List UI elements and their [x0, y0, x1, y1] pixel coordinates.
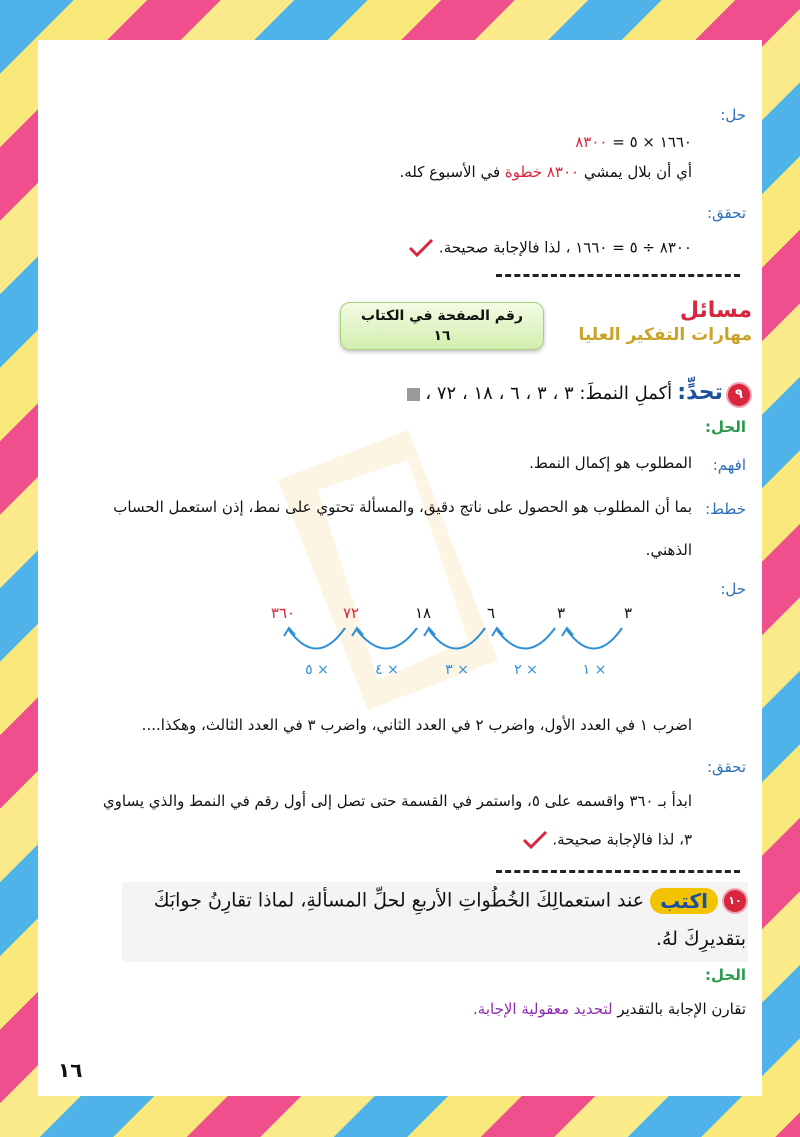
plan-text-1: بما أن المطلوب هو الحصول على ناتج دقيق، والمسألة تحتوي على نمط، إذن استعمل الحساب [113, 498, 692, 516]
missing-term-box [407, 388, 420, 401]
question-10-prompt-2: بتقديرِكَ لهُ. [655, 928, 746, 950]
pattern-diagram [218, 600, 638, 680]
pattern-arc [567, 628, 622, 649]
pattern-multiplier: × ٥ [305, 662, 329, 678]
question-9 [407, 380, 750, 406]
checkmark-icon [522, 830, 548, 850]
pattern-number: ٣ [623, 604, 633, 622]
pattern-multiplier: × ٣ [445, 662, 469, 678]
solve-label-1: حل: [720, 106, 746, 124]
pattern-number: ٣٦٠ [270, 604, 296, 622]
verify-line-1 [408, 238, 692, 258]
pattern-multiplier: × ٤ [375, 662, 399, 678]
book-page-label: رقم الصفحة في الكتاب [361, 308, 523, 324]
equation-result: ٨٣٠٠ [575, 133, 608, 151]
question-prompt: أكملِ النمطَ: ٣ ، ٣ ، ٦ ، ١٨ ، ٧٢ ، [419, 383, 673, 404]
verify-label-9: تحقق: [706, 758, 746, 776]
pattern-arc [357, 628, 417, 649]
pattern-number: ٧٢ [342, 604, 360, 622]
explain-text: اضرب ١ في العدد الأول، واضرب ٢ في العدد الثاني، واضرب ٣ في العدد الثالث، وهكذا.... [141, 716, 692, 734]
understand-label: افهم: [712, 456, 746, 474]
book-page-number: ١٦ [433, 328, 451, 344]
pattern-number: ٦ [486, 604, 496, 622]
pattern-number: ٣ [556, 604, 566, 622]
pattern-multiplier: × ٢ [514, 662, 538, 678]
pattern-arc [497, 628, 555, 649]
verify-line-9b [522, 830, 692, 850]
divider-2 [496, 870, 740, 873]
plan-label: خطط: [705, 500, 746, 518]
sentence-part-b: في الأسبوع كله. [399, 163, 505, 181]
verify-label-1: تحقق: [706, 204, 746, 222]
equation-text: ١٦٦٠ × ٥ = [607, 133, 692, 151]
pattern-arc [289, 628, 345, 649]
checkmark-icon [408, 238, 434, 258]
section-subtitle: مهارات التفكير العليا [578, 325, 752, 345]
sentence-part-a: أي أن بلال يمشي [579, 163, 692, 181]
verify-text-9b: ٣، لذا فالإجابة صحيحة. [552, 830, 692, 849]
answer-10 [473, 1000, 746, 1018]
pattern-arc [429, 628, 485, 649]
section-title [578, 298, 752, 346]
page-sheet [38, 40, 762, 1096]
pattern-multiplier: × ١ [582, 662, 607, 678]
solve-label-9: حل: [720, 580, 746, 598]
answer-part-a: تقارن الإجابة بالتقدير [612, 1000, 746, 1018]
plan-text-2: الذهني. [645, 541, 692, 559]
solution-label-10: الحل: [705, 966, 746, 984]
question-10-prompt-1: عند استعمالِكَ الخُطُواتِ الأربعِ لحلِّ المسألةِ، لماذا تقارِنُ جوابَكَ [153, 889, 645, 912]
divider-1 [496, 274, 740, 277]
page-number: ١٦ [58, 1058, 83, 1082]
challenge-tag: تحدٍّ: [677, 380, 723, 405]
verify-text-9a: ابدأ بـ ٣٦٠ واقسمه على ٥، واستمر في القسمة حتى تصل إلى أول رقم في النمط والذي يساوي [102, 792, 692, 810]
result-sentence [399, 163, 692, 181]
question-number-badge: ٩ [728, 384, 750, 406]
section-title-main: مسائل [679, 298, 752, 323]
answer-highlight: لتحديد معقولية الإجابة. [473, 1000, 613, 1018]
book-page-box [340, 302, 544, 350]
understand-text: المطلوب هو إكمال النمط. [529, 454, 692, 472]
pattern-number: ١٨ [414, 604, 432, 622]
question-number-badge: ١٠ [724, 890, 746, 912]
write-tag: اكتب [650, 888, 718, 914]
verify-text-1: ٨٣٠٠ ÷ ٥ = ١٦٦٠ ، لذا فالإجابة صحيحة. [438, 238, 692, 257]
sentence-highlight: ٨٣٠٠ خطوة [504, 163, 580, 181]
solution-label-9: الحل: [705, 418, 746, 436]
equation-line [575, 133, 692, 151]
question-10 [154, 888, 746, 914]
